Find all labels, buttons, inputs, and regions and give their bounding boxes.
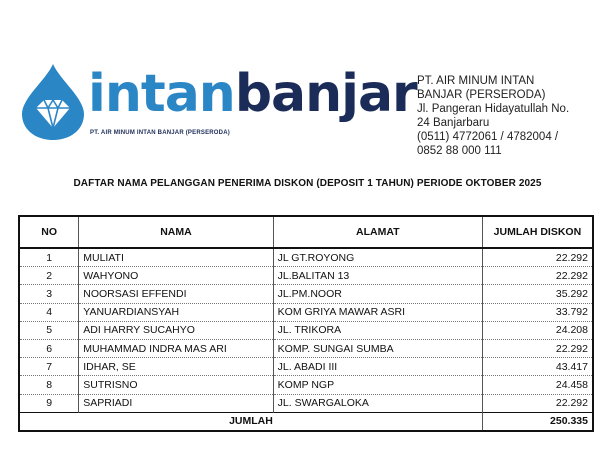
table-header-row xyxy=(19,216,593,248)
header-jumlah-diskon: JUMLAH DISKON xyxy=(482,216,593,248)
water-drop-diamond-icon xyxy=(18,62,88,142)
company-line: 0852 88 000 111 xyxy=(417,145,502,157)
cell-nama: SUTRISNO xyxy=(79,376,273,394)
company-line: (0511) 4772061 / 4782004 / xyxy=(417,131,559,143)
discount-table xyxy=(18,215,594,432)
cell-nama: WAHYONO xyxy=(79,267,273,285)
cell-alamat: KOMP NGP xyxy=(273,376,482,394)
cell-nama: SAPRIADI xyxy=(79,394,273,412)
company-logo xyxy=(18,62,417,162)
cell-diskon: 35.292 xyxy=(482,285,593,303)
company-line: Jl. Pangeran Hidayatullah No. xyxy=(417,103,570,115)
cell-alamat: KOM GRIYA MAWAR ASRI xyxy=(273,303,482,321)
cell-alamat: JL.BALITAN 13 xyxy=(273,267,482,285)
cell-nama: MUHAMMAD INDRA MAS ARI xyxy=(79,339,273,357)
total-value: 250.335 xyxy=(482,412,593,431)
table-row xyxy=(19,394,593,412)
cell-alamat: JL. SWARGALOKA xyxy=(273,394,482,412)
cell-nama: MULIATI xyxy=(79,248,273,267)
cell-no: 3 xyxy=(19,285,79,303)
cell-no: 1 xyxy=(19,248,79,267)
table-row xyxy=(19,285,593,303)
table-row xyxy=(19,376,593,394)
cell-nama: YANUARDIANSYAH xyxy=(79,303,273,321)
brand-wordmark xyxy=(88,64,417,124)
cell-no: 2 xyxy=(19,267,79,285)
brand-wordmark-part2: banjar xyxy=(234,64,417,124)
cell-diskon: 22.292 xyxy=(482,394,593,412)
table-row xyxy=(19,339,593,357)
cell-diskon: 24.208 xyxy=(482,321,593,339)
cell-alamat: JL GT.ROYONG xyxy=(273,248,482,267)
brand-wordmark-part1: intan xyxy=(88,64,235,124)
table-row xyxy=(19,248,593,267)
cell-nama: IDHAR, SE xyxy=(79,358,273,376)
company-line: BANJAR (PERSERODA) xyxy=(417,89,546,101)
company-line: PT. AIR MINUM INTAN xyxy=(417,75,535,87)
cell-alamat: JL. ABADI III xyxy=(273,358,482,376)
cell-nama: NOORSASI EFFENDI xyxy=(79,285,273,303)
table-total-row xyxy=(19,412,593,431)
document-title: DAFTAR NAMA PELANGGAN PENERIMA DISKON (DEPOSIT 1 TAHUN) PERIODE OKTOBER 2025 xyxy=(73,178,542,189)
cell-alamat: KOMP. SUNGAI SUMBA xyxy=(273,339,482,357)
table-row xyxy=(19,321,593,339)
table-row xyxy=(19,303,593,321)
cell-diskon: 22.292 xyxy=(482,339,593,357)
cell-no: 9 xyxy=(19,394,79,412)
cell-diskon: 22.292 xyxy=(482,267,593,285)
cell-diskon: 24.458 xyxy=(482,376,593,394)
cell-no: 8 xyxy=(19,376,79,394)
cell-no: 5 xyxy=(19,321,79,339)
header-nama: NAMA xyxy=(79,216,273,248)
cell-no: 7 xyxy=(19,358,79,376)
total-label: JUMLAH xyxy=(19,412,482,431)
cell-no: 4 xyxy=(19,303,79,321)
cell-diskon: 43.417 xyxy=(482,358,593,376)
cell-no: 6 xyxy=(19,339,79,357)
cell-alamat: JL. TRIKORA xyxy=(273,321,482,339)
header-alamat: ALAMAT xyxy=(273,216,482,248)
company-address-block xyxy=(417,74,607,158)
cell-diskon: 22.292 xyxy=(482,248,593,267)
cell-nama: ADI HARRY SUCAHYO xyxy=(79,321,273,339)
header-no: NO xyxy=(19,216,79,248)
table-row xyxy=(19,358,593,376)
cell-alamat: JL.PM.NOOR xyxy=(273,285,482,303)
table-row xyxy=(19,267,593,285)
brand-tagline: PT. AIR MINUM INTAN BANJAR (PERSERODA) xyxy=(90,130,230,136)
cell-diskon: 33.792 xyxy=(482,303,593,321)
company-line: 24 Banjarbaru xyxy=(417,117,490,129)
